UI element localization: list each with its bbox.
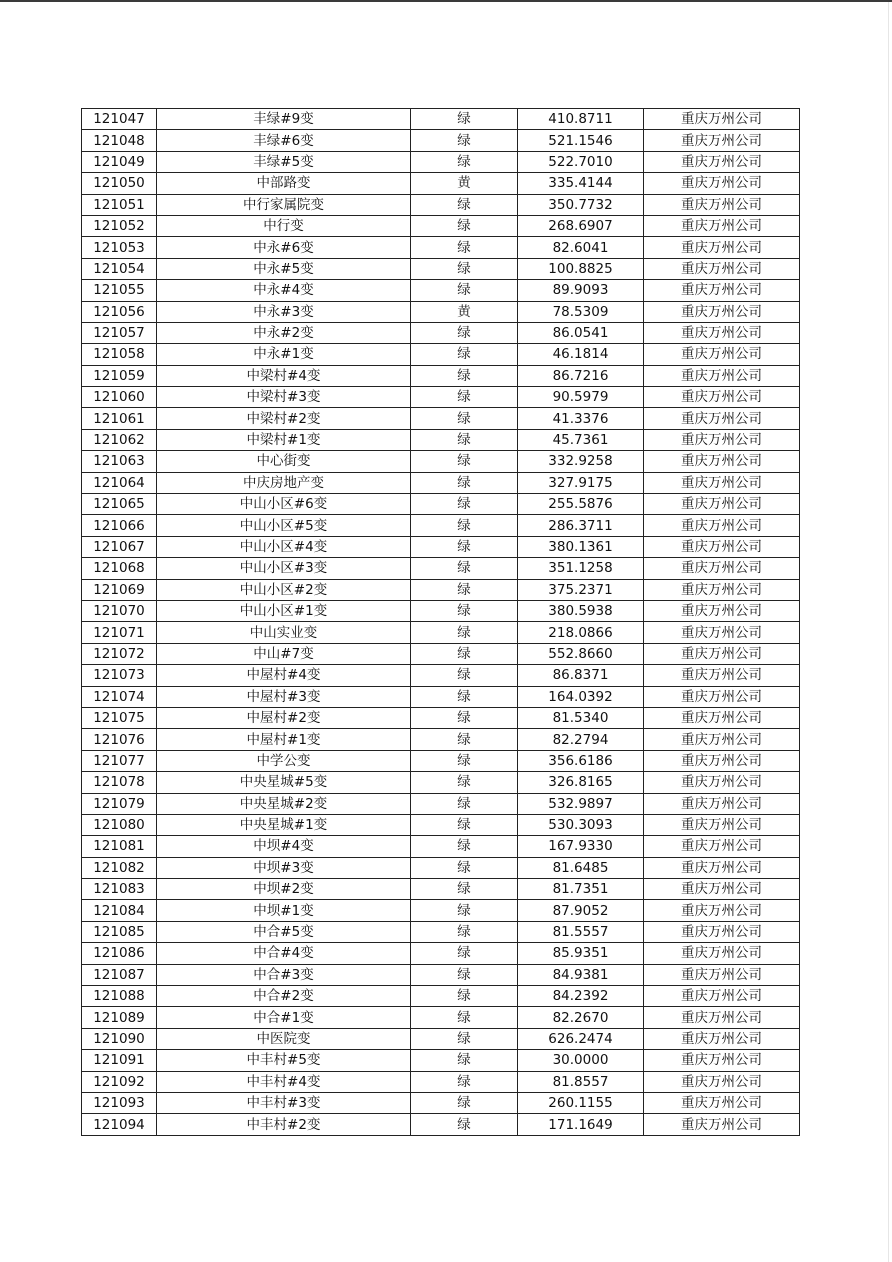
- table-row: [82, 622, 800, 643]
- cell-station-name: 中合#1变: [157, 1007, 411, 1028]
- cell-station-name: 中山#7变: [157, 643, 411, 664]
- cell-id: 121057: [82, 322, 157, 343]
- cell-company: 重庆万州公司: [644, 921, 800, 942]
- cell-value: 332.9258: [518, 451, 644, 472]
- cell-status: 绿: [411, 215, 518, 236]
- table-row: [82, 836, 800, 857]
- cell-id: 121090: [82, 1028, 157, 1049]
- cell-status: 绿: [411, 857, 518, 878]
- cell-value: 356.6186: [518, 750, 644, 771]
- table-row: [82, 600, 800, 621]
- cell-status: 绿: [411, 322, 518, 343]
- table-row: [82, 173, 800, 194]
- cell-station-name: 中山小区#4变: [157, 536, 411, 557]
- cell-station-name: 中行变: [157, 215, 411, 236]
- cell-company: 重庆万州公司: [644, 429, 800, 450]
- cell-status: 绿: [411, 494, 518, 515]
- table-row: [82, 579, 800, 600]
- table-row: [82, 643, 800, 664]
- cell-company: 重庆万州公司: [644, 558, 800, 579]
- cell-company: 重庆万州公司: [644, 1007, 800, 1028]
- cell-value: 410.8711: [518, 109, 644, 130]
- cell-station-name: 中屋村#4变: [157, 665, 411, 686]
- cell-id: 121059: [82, 365, 157, 386]
- cell-status: 绿: [411, 964, 518, 985]
- cell-id: 121053: [82, 237, 157, 258]
- cell-id: 121065: [82, 494, 157, 515]
- cell-id: 121054: [82, 258, 157, 279]
- cell-station-name: 中医院变: [157, 1028, 411, 1049]
- table-row: [82, 1028, 800, 1049]
- cell-value: 81.7351: [518, 879, 644, 900]
- cell-company: 重庆万州公司: [644, 301, 800, 322]
- cell-value: 89.9093: [518, 280, 644, 301]
- cell-station-name: 中行家属院变: [157, 194, 411, 215]
- cell-value: 530.3093: [518, 814, 644, 835]
- cell-station-name: 中合#2变: [157, 986, 411, 1007]
- cell-value: 335.4144: [518, 173, 644, 194]
- cell-station-name: 中合#5变: [157, 921, 411, 942]
- table-row: [82, 130, 800, 151]
- cell-value: 82.6041: [518, 237, 644, 258]
- cell-company: 重庆万州公司: [644, 729, 800, 750]
- cell-status: 绿: [411, 280, 518, 301]
- table-row: [82, 215, 800, 236]
- table-row: [82, 365, 800, 386]
- cell-station-name: 丰绿#6变: [157, 130, 411, 151]
- cell-company: 重庆万州公司: [644, 879, 800, 900]
- cell-company: 重庆万州公司: [644, 665, 800, 686]
- cell-value: 552.8660: [518, 643, 644, 664]
- cell-id: 121067: [82, 536, 157, 557]
- cell-value: 260.1155: [518, 1092, 644, 1113]
- cell-company: 重庆万州公司: [644, 365, 800, 386]
- cell-id: 121048: [82, 130, 157, 151]
- table-row: [82, 258, 800, 279]
- cell-id: 121062: [82, 429, 157, 450]
- cell-station-name: 中梁村#3变: [157, 387, 411, 408]
- cell-id: 121089: [82, 1007, 157, 1028]
- cell-company: 重庆万州公司: [644, 387, 800, 408]
- cell-station-name: 中坝#1变: [157, 900, 411, 921]
- cell-company: 重庆万州公司: [644, 836, 800, 857]
- cell-company: 重庆万州公司: [644, 1071, 800, 1092]
- cell-company: 重庆万州公司: [644, 494, 800, 515]
- table-row: [82, 237, 800, 258]
- cell-station-name: 中山小区#1变: [157, 600, 411, 621]
- cell-value: 78.5309: [518, 301, 644, 322]
- table-row: [82, 280, 800, 301]
- cell-value: 351.1258: [518, 558, 644, 579]
- page-right-edge: [888, 2, 889, 1262]
- cell-value: 380.5938: [518, 600, 644, 621]
- cell-id: 121076: [82, 729, 157, 750]
- page-top-border: [0, 0, 892, 2]
- table-row: [82, 194, 800, 215]
- cell-status: 绿: [411, 1028, 518, 1049]
- cell-id: 121088: [82, 986, 157, 1007]
- cell-id: 121077: [82, 750, 157, 771]
- cell-value: 81.5340: [518, 707, 644, 728]
- transformer-table: [81, 108, 800, 1136]
- cell-company: 重庆万州公司: [644, 707, 800, 728]
- cell-station-name: 中心街变: [157, 451, 411, 472]
- cell-station-name: 中永#5变: [157, 258, 411, 279]
- cell-status: 绿: [411, 558, 518, 579]
- cell-value: 85.9351: [518, 943, 644, 964]
- cell-value: 326.8165: [518, 772, 644, 793]
- cell-station-name: 中永#1变: [157, 344, 411, 365]
- cell-company: 重庆万州公司: [644, 151, 800, 172]
- cell-status: 绿: [411, 536, 518, 557]
- cell-status: 绿: [411, 1092, 518, 1113]
- cell-value: 82.2794: [518, 729, 644, 750]
- cell-company: 重庆万州公司: [644, 173, 800, 194]
- cell-status: 绿: [411, 1071, 518, 1092]
- cell-id: 121078: [82, 772, 157, 793]
- cell-company: 重庆万州公司: [644, 1092, 800, 1113]
- cell-station-name: 中山小区#2变: [157, 579, 411, 600]
- table-row: [82, 515, 800, 536]
- cell-id: 121072: [82, 643, 157, 664]
- cell-status: 绿: [411, 665, 518, 686]
- cell-value: 87.9052: [518, 900, 644, 921]
- table-row: [82, 558, 800, 579]
- cell-company: 重庆万州公司: [644, 943, 800, 964]
- cell-id: 121074: [82, 686, 157, 707]
- cell-id: 121051: [82, 194, 157, 215]
- cell-station-name: 中屋村#3变: [157, 686, 411, 707]
- cell-value: 286.3711: [518, 515, 644, 536]
- table-row: [82, 408, 800, 429]
- cell-company: 重庆万州公司: [644, 686, 800, 707]
- cell-company: 重庆万州公司: [644, 643, 800, 664]
- table-row: [82, 1114, 800, 1135]
- table-row: [82, 429, 800, 450]
- cell-id: 121081: [82, 836, 157, 857]
- table-row: [82, 1071, 800, 1092]
- cell-value: 86.0541: [518, 322, 644, 343]
- cell-status: 绿: [411, 109, 518, 130]
- cell-id: 121068: [82, 558, 157, 579]
- table-row: [82, 322, 800, 343]
- cell-value: 380.1361: [518, 536, 644, 557]
- cell-status: 绿: [411, 429, 518, 450]
- cell-status: 绿: [411, 258, 518, 279]
- cell-id: 121050: [82, 173, 157, 194]
- cell-status: 绿: [411, 387, 518, 408]
- cell-company: 重庆万州公司: [644, 472, 800, 493]
- table-row: [82, 151, 800, 172]
- cell-station-name: 中永#4变: [157, 280, 411, 301]
- cell-station-name: 中梁村#4变: [157, 365, 411, 386]
- cell-status: 绿: [411, 707, 518, 728]
- cell-station-name: 中梁村#2变: [157, 408, 411, 429]
- cell-company: 重庆万州公司: [644, 215, 800, 236]
- cell-station-name: 中央星城#1变: [157, 814, 411, 835]
- table-row: [82, 301, 800, 322]
- cell-status: 绿: [411, 1007, 518, 1028]
- cell-status: 绿: [411, 579, 518, 600]
- cell-station-name: 中梁村#1变: [157, 429, 411, 450]
- cell-value: 255.5876: [518, 494, 644, 515]
- cell-id: 121064: [82, 472, 157, 493]
- cell-id: 121058: [82, 344, 157, 365]
- cell-station-name: 中山小区#5变: [157, 515, 411, 536]
- cell-value: 86.8371: [518, 665, 644, 686]
- cell-status: 绿: [411, 1114, 518, 1135]
- cell-status: 绿: [411, 408, 518, 429]
- cell-id: 121082: [82, 857, 157, 878]
- cell-status: 绿: [411, 772, 518, 793]
- cell-id: 121069: [82, 579, 157, 600]
- cell-status: 绿: [411, 750, 518, 771]
- cell-value: 350.7732: [518, 194, 644, 215]
- cell-id: 121056: [82, 301, 157, 322]
- cell-id: 121084: [82, 900, 157, 921]
- cell-station-name: 丰绿#9变: [157, 109, 411, 130]
- cell-value: 218.0866: [518, 622, 644, 643]
- cell-value: 84.9381: [518, 964, 644, 985]
- cell-company: 重庆万州公司: [644, 1114, 800, 1135]
- table-row: [82, 986, 800, 1007]
- cell-station-name: 中山小区#3变: [157, 558, 411, 579]
- cell-status: 绿: [411, 451, 518, 472]
- table-row: [82, 707, 800, 728]
- cell-id: 121061: [82, 408, 157, 429]
- cell-value: 30.0000: [518, 1050, 644, 1071]
- cell-status: 绿: [411, 729, 518, 750]
- table-row: [82, 793, 800, 814]
- cell-id: 121070: [82, 600, 157, 621]
- cell-station-name: 丰绿#5变: [157, 151, 411, 172]
- cell-station-name: 中合#3变: [157, 964, 411, 985]
- cell-value: 84.2392: [518, 986, 644, 1007]
- cell-id: 121080: [82, 814, 157, 835]
- cell-id: 121085: [82, 921, 157, 942]
- table-row: [82, 1007, 800, 1028]
- cell-id: 121086: [82, 943, 157, 964]
- cell-id: 121049: [82, 151, 157, 172]
- cell-station-name: 中部路变: [157, 173, 411, 194]
- cell-value: 626.2474: [518, 1028, 644, 1049]
- table-row: [82, 536, 800, 557]
- table-row: [82, 109, 800, 130]
- cell-company: 重庆万州公司: [644, 322, 800, 343]
- cell-company: 重庆万州公司: [644, 1050, 800, 1071]
- cell-station-name: 中合#4变: [157, 943, 411, 964]
- cell-company: 重庆万州公司: [644, 1028, 800, 1049]
- cell-company: 重庆万州公司: [644, 194, 800, 215]
- cell-value: 167.9330: [518, 836, 644, 857]
- table-body: [82, 109, 800, 1136]
- cell-company: 重庆万州公司: [644, 772, 800, 793]
- cell-status: 绿: [411, 151, 518, 172]
- cell-id: 121087: [82, 964, 157, 985]
- cell-value: 41.3376: [518, 408, 644, 429]
- cell-company: 重庆万州公司: [644, 622, 800, 643]
- cell-value: 268.6907: [518, 215, 644, 236]
- cell-status: 绿: [411, 943, 518, 964]
- cell-value: 375.2371: [518, 579, 644, 600]
- cell-status: 绿: [411, 237, 518, 258]
- table-row: [82, 472, 800, 493]
- cell-id: 121092: [82, 1071, 157, 1092]
- table-row: [82, 772, 800, 793]
- cell-status: 绿: [411, 365, 518, 386]
- table-row: [82, 1092, 800, 1113]
- table-row: [82, 387, 800, 408]
- cell-value: 532.9897: [518, 793, 644, 814]
- cell-id: 121066: [82, 515, 157, 536]
- cell-value: 82.2670: [518, 1007, 644, 1028]
- table-row: [82, 814, 800, 835]
- cell-station-name: 中央星城#5变: [157, 772, 411, 793]
- cell-station-name: 中庆房地产变: [157, 472, 411, 493]
- cell-status: 绿: [411, 836, 518, 857]
- cell-station-name: 中丰村#3变: [157, 1092, 411, 1113]
- cell-value: 86.7216: [518, 365, 644, 386]
- cell-status: 绿: [411, 879, 518, 900]
- cell-status: 绿: [411, 793, 518, 814]
- cell-status: 绿: [411, 472, 518, 493]
- cell-station-name: 中屋村#2变: [157, 707, 411, 728]
- cell-company: 重庆万州公司: [644, 600, 800, 621]
- cell-status: 绿: [411, 814, 518, 835]
- cell-id: 121073: [82, 665, 157, 686]
- cell-company: 重庆万州公司: [644, 793, 800, 814]
- cell-station-name: 中永#3变: [157, 301, 411, 322]
- cell-company: 重庆万州公司: [644, 258, 800, 279]
- table-row: [82, 451, 800, 472]
- table-row: [82, 686, 800, 707]
- table-row: [82, 964, 800, 985]
- cell-company: 重庆万州公司: [644, 814, 800, 835]
- cell-company: 重庆万州公司: [644, 857, 800, 878]
- cell-company: 重庆万州公司: [644, 408, 800, 429]
- cell-id: 121094: [82, 1114, 157, 1135]
- table-row: [82, 943, 800, 964]
- cell-value: 521.1546: [518, 130, 644, 151]
- table-row: [82, 1050, 800, 1071]
- cell-company: 重庆万州公司: [644, 964, 800, 985]
- table-row: [82, 494, 800, 515]
- cell-station-name: 中央星城#2变: [157, 793, 411, 814]
- cell-company: 重庆万州公司: [644, 237, 800, 258]
- cell-status: 绿: [411, 622, 518, 643]
- cell-id: 121083: [82, 879, 157, 900]
- cell-station-name: 中丰村#2变: [157, 1114, 411, 1135]
- cell-id: 121075: [82, 707, 157, 728]
- cell-status: 绿: [411, 515, 518, 536]
- cell-id: 121047: [82, 109, 157, 130]
- cell-station-name: 中屋村#1变: [157, 729, 411, 750]
- cell-company: 重庆万州公司: [644, 900, 800, 921]
- cell-value: 81.6485: [518, 857, 644, 878]
- cell-status: 黄: [411, 173, 518, 194]
- cell-company: 重庆万州公司: [644, 986, 800, 1007]
- cell-station-name: 中坝#2变: [157, 879, 411, 900]
- cell-id: 121063: [82, 451, 157, 472]
- cell-value: 327.9175: [518, 472, 644, 493]
- table-row: [82, 665, 800, 686]
- table-row: [82, 857, 800, 878]
- cell-company: 重庆万州公司: [644, 109, 800, 130]
- cell-status: 绿: [411, 344, 518, 365]
- table-row: [82, 750, 800, 771]
- cell-status: 绿: [411, 643, 518, 664]
- cell-status: 绿: [411, 686, 518, 707]
- cell-status: 绿: [411, 921, 518, 942]
- cell-id: 121079: [82, 793, 157, 814]
- cell-status: 黄: [411, 301, 518, 322]
- cell-status: 绿: [411, 986, 518, 1007]
- cell-value: 81.5557: [518, 921, 644, 942]
- cell-company: 重庆万州公司: [644, 344, 800, 365]
- cell-id: 121093: [82, 1092, 157, 1113]
- cell-company: 重庆万州公司: [644, 750, 800, 771]
- cell-id: 121071: [82, 622, 157, 643]
- cell-value: 522.7010: [518, 151, 644, 172]
- cell-value: 90.5979: [518, 387, 644, 408]
- cell-station-name: 中永#2变: [157, 322, 411, 343]
- cell-company: 重庆万州公司: [644, 515, 800, 536]
- table-row: [82, 879, 800, 900]
- cell-station-name: 中丰村#4变: [157, 1071, 411, 1092]
- table-row: [82, 900, 800, 921]
- cell-station-name: 中永#6变: [157, 237, 411, 258]
- cell-id: 121052: [82, 215, 157, 236]
- table-row: [82, 921, 800, 942]
- cell-id: 121055: [82, 280, 157, 301]
- cell-value: 171.1649: [518, 1114, 644, 1135]
- cell-station-name: 中坝#4变: [157, 836, 411, 857]
- cell-station-name: 中山小区#6变: [157, 494, 411, 515]
- cell-company: 重庆万州公司: [644, 451, 800, 472]
- cell-station-name: 中学公变: [157, 750, 411, 771]
- cell-value: 100.8825: [518, 258, 644, 279]
- table-row: [82, 344, 800, 365]
- cell-company: 重庆万州公司: [644, 579, 800, 600]
- cell-value: 81.8557: [518, 1071, 644, 1092]
- cell-value: 45.7361: [518, 429, 644, 450]
- cell-station-name: 中丰村#5变: [157, 1050, 411, 1071]
- cell-company: 重庆万州公司: [644, 130, 800, 151]
- cell-status: 绿: [411, 600, 518, 621]
- cell-status: 绿: [411, 130, 518, 151]
- cell-status: 绿: [411, 194, 518, 215]
- cell-status: 绿: [411, 1050, 518, 1071]
- cell-station-name: 中山实业变: [157, 622, 411, 643]
- cell-company: 重庆万州公司: [644, 280, 800, 301]
- cell-station-name: 中坝#3变: [157, 857, 411, 878]
- cell-id: 121060: [82, 387, 157, 408]
- table-row: [82, 729, 800, 750]
- cell-company: 重庆万州公司: [644, 536, 800, 557]
- cell-value: 46.1814: [518, 344, 644, 365]
- cell-value: 164.0392: [518, 686, 644, 707]
- cell-status: 绿: [411, 900, 518, 921]
- cell-id: 121091: [82, 1050, 157, 1071]
